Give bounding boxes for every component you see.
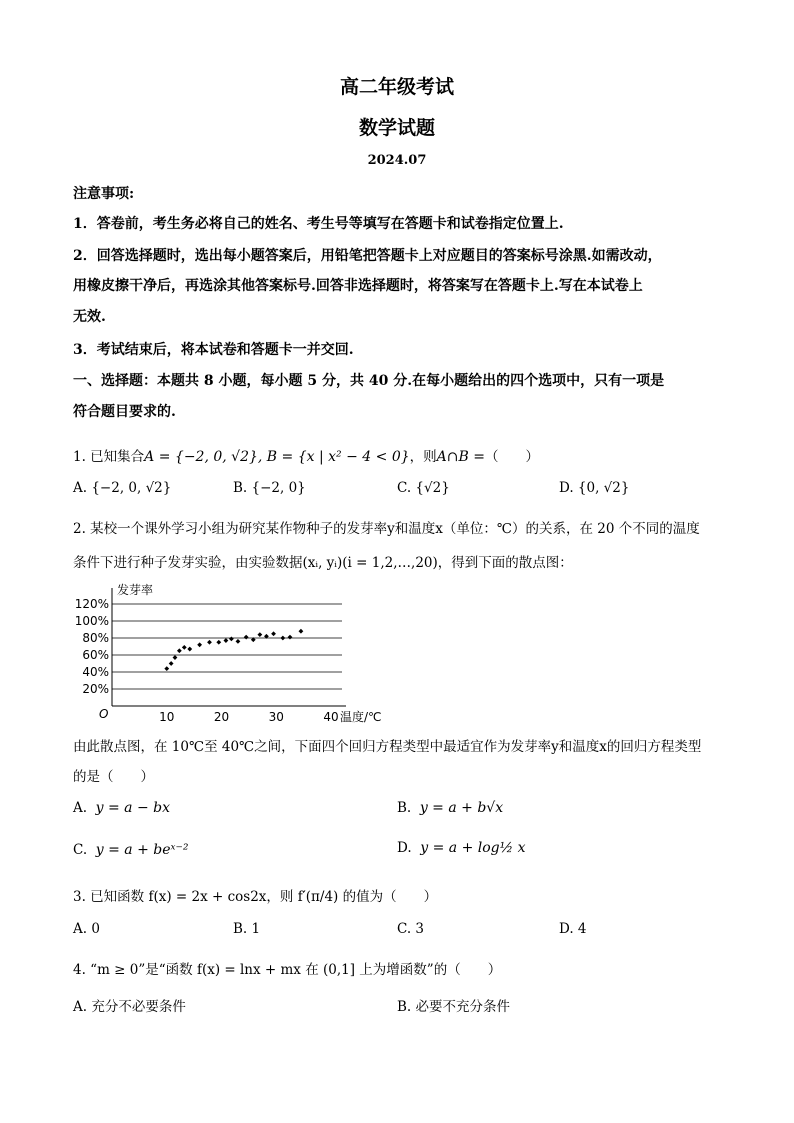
q1-set-b: , B = {x | x² − 4 < 0} [257,449,410,465]
data-point [229,636,234,641]
data-point [197,642,202,647]
data-point [236,639,241,644]
q1-option-c: C. {√2} [397,480,450,496]
q1-suffix: ，则 [409,449,437,465]
y-tick-label: 100% [74,614,109,628]
q1-option-b: B. {−2, 0} [233,480,306,496]
y-tick-label: 20% [82,682,109,696]
q2-option-a-letter: A. [73,800,88,816]
q2-option-d [397,840,526,856]
q2-option-d-letter: D. [397,840,412,856]
data-point [169,661,174,666]
q3-stem: 3. 已知函数 f(x) = 2x + cos2x，则 f′(π/4) 的值为（ ） [73,889,438,905]
q4-stem: 4. “m ≥ 0”是“函数 f(x) = lnx + mx 在 (0,1] 上为增函数”的（ ） [73,962,502,978]
x-tick-label: 30 [268,710,284,724]
q2-option-c-letter: C. [73,842,88,858]
q2-stem-line1: 2. 某校一个课外学习小组为研究某作物种子的发芽率y和温度x（单位：℃）的关系，在 20 个不同的温度 [73,521,700,537]
q2-option-b-formula: y = a + b√x [419,800,504,816]
q2-option-b-letter: B. [397,800,412,816]
q2-option-a-formula: y = a − bx [95,800,171,816]
data-point [271,631,276,636]
q1-option-a: A. {−2, 0, √2} [73,480,172,496]
chart-axes [112,588,346,706]
data-point [207,640,212,645]
x-tick-label: 10 [159,710,175,724]
section-heading-cont: 符合题目要求的. [73,404,176,420]
exam-date: 2024.07 [367,153,427,168]
data-point [182,645,187,650]
data-point [288,635,293,640]
q4-option-b: B. 必要不充分条件 [397,999,511,1015]
x-tick-label: 20 [213,710,230,724]
q3-option-b: B. 1 [233,921,261,937]
notice-item-2-cont: 用橡皮擦干净后，再选涂其他答案标号.回答非选择题时，将答案写在答题卡上.写在本试卷上 [73,278,643,294]
q2-stem-line4: 的是（ ） [73,769,154,785]
q2-option-c [73,842,188,858]
q2-stem-line2: 条件下进行种子发芽实验，由实验数据(xᵢ, yᵢ)(i = 1,2,…,20)，得到下面的散点图： [73,555,573,571]
notice-item-2: 2．回答选择题时，选出每小题答案后，用铅笔把答题卡上对应题目的答案标号涂黑.如需改动， [73,248,662,264]
q3-option-a: A. 0 [73,921,100,937]
q1-prefix: 1. 已知集合 [73,449,145,465]
y-tick-label: 40% [82,665,109,679]
notice-item-2-end: 无效. [73,309,106,325]
exam-subtitle: 数学试题 [358,117,435,139]
y-tick-label: 60% [82,648,109,662]
q1-paren: （ ） [484,449,539,465]
chart-y-ticks [75,597,109,696]
notice-heading: 注意事项: [73,186,135,202]
q2-option-d-formula: y = a + log½ x [420,840,526,856]
data-point [299,629,304,634]
notice-item-1: 1．答卷前，考生务必将自己的姓名、考生号等填写在答题卡和试卷指定位置上. [73,216,564,232]
chart-points [164,629,303,671]
q2-stem-line3: 由此散点图，在 10℃至 40℃之间，下面四个回归方程类型中最适宜作为发芽率y和温度x的回归方程类型 [73,739,702,755]
chart-x-ticks [159,710,339,724]
notice-item-3: 3．考试结束后，将本试卷和答题卡一并交回. [73,342,354,358]
data-point [164,666,169,671]
y-tick-label: 80% [82,631,109,645]
exam-title: 高二年级考试 [339,76,454,98]
q1-expr: A∩B = [436,449,485,465]
q2-option-b [397,800,503,816]
data-point [216,640,221,645]
data-point [257,632,262,637]
chart-xlabel: 温度/℃ [340,710,382,724]
x-tick-label: 40 [323,710,339,724]
data-point [244,635,249,640]
q2-option-a [73,800,170,816]
data-point [173,655,178,660]
q1-option-d: D. {0, √2} [559,480,630,496]
q3-option-c: C. 3 [397,921,425,937]
data-point [280,636,285,641]
q4-option-a: A. 充分不必要条件 [73,999,186,1015]
q1-stem [73,445,539,465]
q3-option-d: D. 4 [559,921,587,937]
data-point [187,647,192,652]
section-heading: 一、选择题：本题共 8 小题，每小题 5 分，共 40 分.在每小题给出的四个选项中，只有一项是 [73,373,665,389]
scatter-chart [72,580,402,728]
chart-ylabel: 发芽率 [117,583,154,597]
chart-origin-label: O [99,707,109,721]
q1-set-a: A = {−2, 0, √2} [144,449,258,465]
q2-option-c-formula: y = a + beˣ⁻² [95,842,189,858]
data-point [177,648,182,653]
y-tick-label: 120% [74,597,109,611]
data-point [224,638,229,643]
chart-gridlines [112,604,342,689]
